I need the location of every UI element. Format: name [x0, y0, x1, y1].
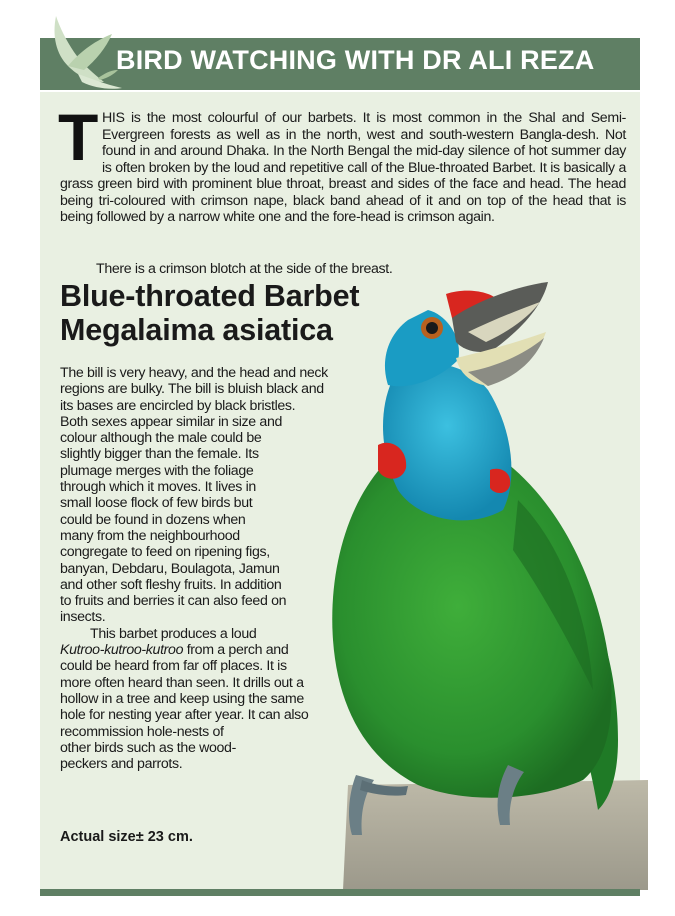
- body-line: colour although the male could be: [60, 430, 262, 447]
- header-title: BIRD WATCHING WITH DR ALI REZA: [116, 45, 595, 75]
- body-line: through which it moves. It lives in: [60, 479, 256, 496]
- flying-bird-logo-icon: [38, 8, 138, 98]
- body-line: recommission hole-nests of: [60, 723, 224, 740]
- actual-size: Actual size± 23 cm.: [60, 829, 193, 845]
- body-line: many from the neighbourhood: [60, 527, 240, 544]
- body-line: other birds such as the wood-: [60, 739, 236, 756]
- body-line: [60, 626, 360, 642]
- body-line: more often heard than seen. It drills out a: [60, 674, 304, 691]
- body-text: [60, 365, 360, 772]
- species-scientific-name: Megalaima asiatica: [60, 313, 333, 347]
- body-line: slightly bigger than the female. Its: [60, 446, 259, 463]
- intro-paragraph-2: There is a crimson blotch at the side of the breast.: [96, 261, 393, 277]
- body-line: small loose flock of few birds but: [60, 495, 253, 512]
- body-line: The bill is very heavy, and the head and neck: [60, 365, 328, 381]
- intro-text: HIS is the most colourful of our barbets. It is most common in the Shal and Semi-Evergreen forests as well as in the north, west and south-western Bangla-desh. Not found in and around Dhaka. In the North Bengal the mid-day silence of hot summer day is often broken by the loud and repetitive call of the Blue-throated Barbet. It is basically a grass green bird with prominent blue throat, breast and sides of the face and head. The head being tri-coloured with crimson nape, black band ahead of it and on top of the head that is being followed by a narrow white one and the fore-head is crimson again.: [60, 110, 626, 225]
- body-line: could be heard from far off places. It is: [60, 658, 287, 675]
- p2-line2-rest: from a perch and: [183, 642, 289, 659]
- p2-line1: This barbet produces a loud: [90, 625, 257, 642]
- footer-bar: [40, 889, 640, 896]
- body-line: insects.: [60, 609, 106, 626]
- body-line: plumage merges with the foliage: [60, 462, 254, 479]
- bird-photo: [318, 280, 648, 890]
- intro-paragraph: [58, 100, 626, 226]
- body-line: to fruits and berries it can also feed on: [60, 593, 287, 610]
- body-line: peckers and parrots.: [60, 756, 183, 773]
- body-line: hollow in a tree and keep using the same: [60, 690, 304, 707]
- body-line: congregate to feed on ripening figs,: [60, 544, 270, 561]
- species-common-name: Blue-throated Barbet: [60, 279, 360, 313]
- body-line: Both sexes appear similar in size and: [60, 413, 283, 430]
- call-text: Kutroo-kutroo-kutroo: [60, 642, 184, 659]
- body-line: hole for nesting year after year. It can also: [60, 707, 309, 724]
- body-line: banyan, Debdaru, Boulagota, Jamun: [60, 560, 280, 577]
- body-line: its bases are encircled by black bristles.: [60, 397, 296, 414]
- dropcap: T: [58, 100, 98, 174]
- body-line: could be found in dozens when: [60, 511, 246, 528]
- body-line: and other soft fleshy fruits. In addition: [60, 576, 282, 593]
- body-line: regions are bulky. The bill is bluish black and: [60, 381, 324, 398]
- barbet-image: [318, 280, 648, 890]
- body-line: [60, 642, 360, 658]
